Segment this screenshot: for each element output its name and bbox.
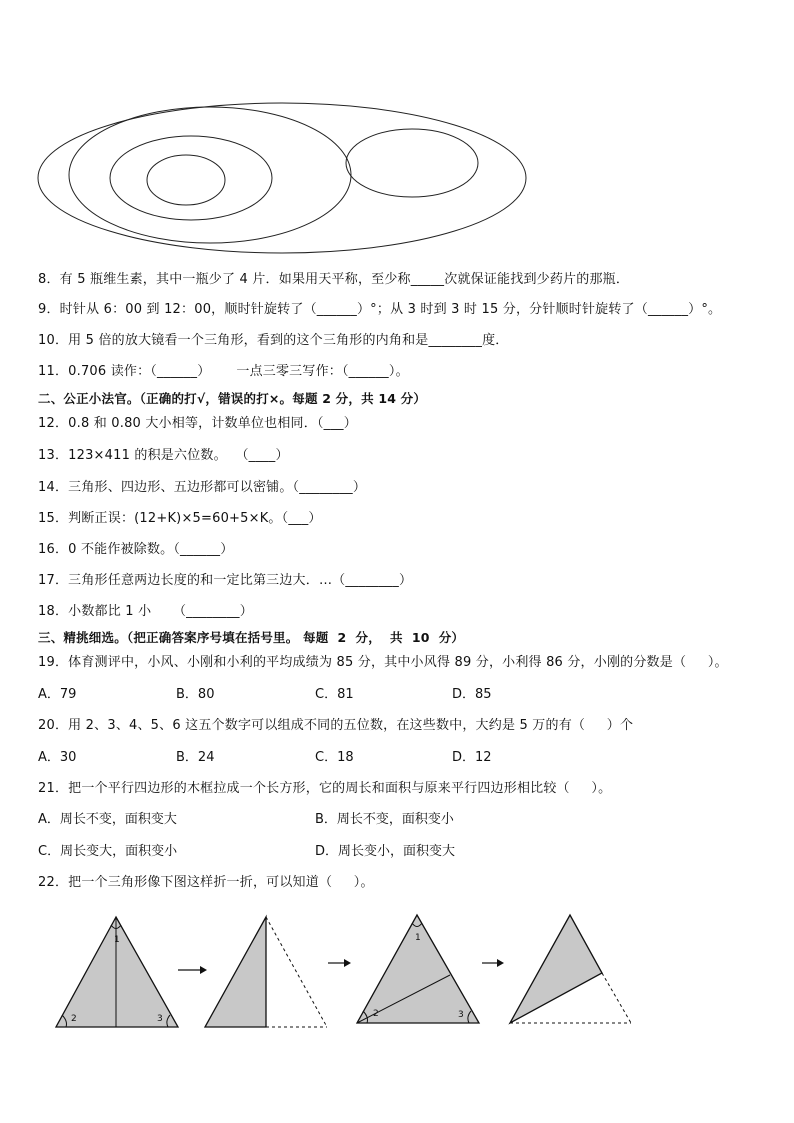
question-22: 22．把一个三角形像下图这样折一折，可以知道（ ）。 [38,875,374,890]
question-18: 18．小数都比 1 小 （________） [38,604,253,619]
second-ellipse [69,107,351,243]
question-20: 20．用 2、3、4、5、6 这五个数字可以组成不同的五位数，在这些数中，大约是 5 万的有（ ）个 [38,718,634,733]
q21-option-c: C．周长变大，面积变小 [38,844,178,859]
arrow-2 [328,959,351,967]
triangle-1-angle-1: 1 [114,935,120,945]
outer-ellipse [38,103,526,253]
triangle-2 [205,917,327,1027]
q21-option-b: B．周长不变，面积变小 [315,812,454,827]
question-15: 15．判断正误：(12+K)×5=60+5×K。（___） [38,511,322,526]
triangle-1-angle-2: 2 [71,1014,77,1024]
triangle-3 [357,915,479,1023]
question-13: 13．123×411 的积是六位数。 （____） [38,448,289,463]
q21-option-a: A．周长不变，面积变大 [38,812,177,827]
question-8: 8．有 5 瓶维生素，其中一瓶少了 4 片．如果用天平称，至少称_____次就保证能找到少药片的那瓶． [38,272,630,287]
question-11: 11．0.706 读作：（______） 一点三零三写作：（______）。 [38,364,409,379]
question-9: 9．时针从 6：00 到 12：00，顺时针旋转了（______）°；从 3 时到 3 时 15 分，分针顺时针旋转了（______）°。 [38,302,722,317]
question-12: 12．0.8 和 0.80 大小相等，计数单位也相同．（___） [38,416,357,431]
arrow-3 [482,959,504,967]
triangle-3-angle-3: 3 [458,1010,464,1020]
q19-option-a: A．79 [38,687,77,702]
arrow-1 [178,966,207,974]
side-ellipse [346,129,478,197]
q19-option-c: C．81 [315,687,354,702]
triangle-3-angle-2: 2 [373,1009,379,1019]
ellipse-diagram [0,0,794,260]
triangle-3-angle-1: 1 [415,933,421,943]
q20-option-d: D．12 [452,750,492,765]
triangle-1-angle-3: 3 [157,1014,163,1024]
question-16: 16．0 不能作被除数。（______） [38,542,234,557]
q20-option-c: C．18 [315,750,354,765]
q20-option-a: A．30 [38,750,77,765]
triangle-fold-figure [0,905,794,1055]
q20-option-b: B．24 [176,750,215,765]
question-14: 14．三角形、四边形、五边形都可以密铺。（________） [38,480,367,495]
inner-ellipse [147,155,225,205]
question-19: 19．体育测评中，小风、小刚和小利的平均成绩为 85 分，其中小风得 89 分，小利得 86 分，小刚的分数是（ ）。 [38,655,728,670]
triangle-1 [56,917,178,1027]
q19-option-d: D．85 [452,687,492,702]
q19-option-b: B．80 [176,687,215,702]
third-ellipse [110,136,272,220]
triangle-4 [510,915,631,1023]
question-21: 21．把一个平行四边形的木框拉成一个长方形，它的周长和面积与原来平行四边形相比较（ ）。 [38,781,612,796]
question-17: 17．三角形任意两边长度的和一定比第三边大．…（________） [38,573,413,588]
question-10: 10．用 5 倍的放大镜看一个三角形，看到的这个三角形的内角和是________度． [38,333,509,348]
section-3-heading: 三、精挑细选。（把正确答案序号填在括号里。 每题 2 分， 共 10 分） [38,630,465,645]
q21-option-d: D．周长变小，面积变大 [315,844,456,859]
section-2-heading: 二、公正小法官。（正确的打√，错误的打×。每题 2 分，共 14 分） [38,391,427,406]
